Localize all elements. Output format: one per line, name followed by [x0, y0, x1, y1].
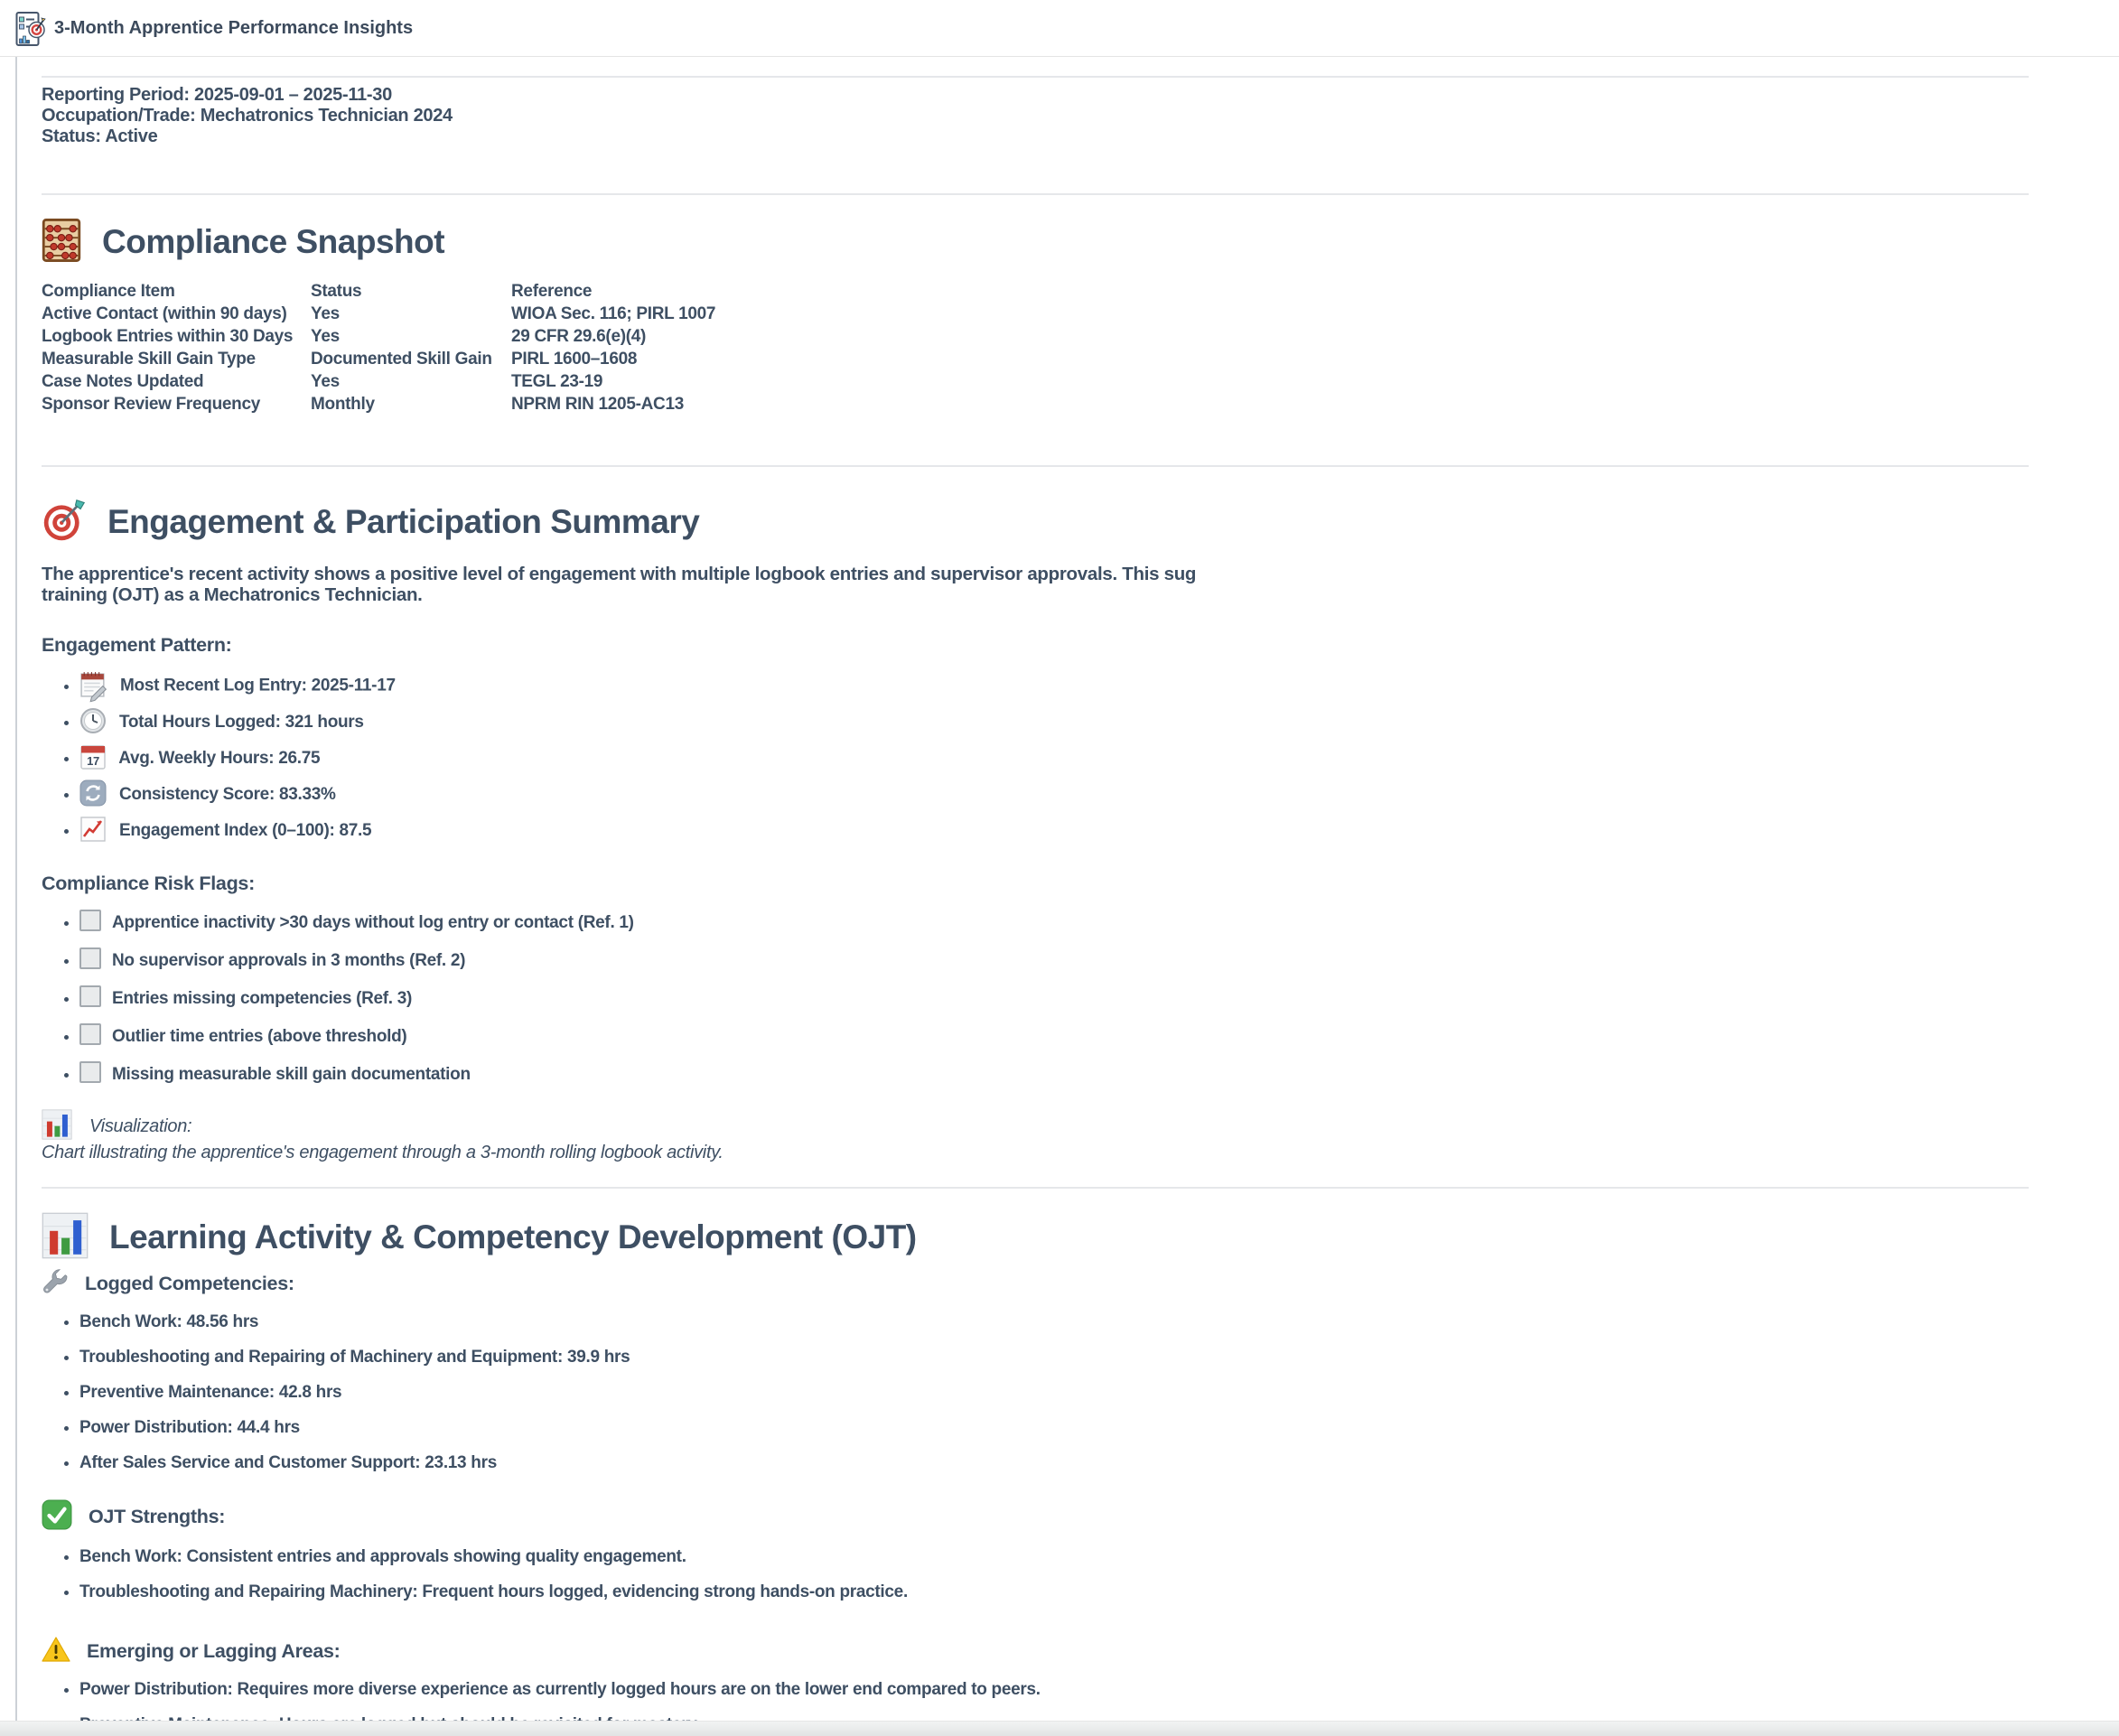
engagement-heading — [42, 499, 2119, 545]
risk-label: Outlier time entries (above threshold) — [112, 1027, 407, 1046]
list-item — [79, 1061, 2119, 1086]
competency-label: After Sales Service and Customer Support: 23.13 hrs — [79, 1453, 497, 1472]
list-item — [79, 1417, 2119, 1439]
table-row — [42, 325, 1144, 348]
list-item-label: Engagement Index (0–100): 87.5 — [118, 821, 372, 840]
engagement-heading-text: Engagement & Participation Summary — [107, 503, 700, 540]
list-item — [79, 1582, 2119, 1603]
list-item — [79, 1347, 2119, 1368]
summary-line-1: The apprentice's recent activity shows a positive level of engagement with multiple logbook entries and supervisor approvals. This sug — [42, 564, 1197, 584]
divider — [42, 465, 2029, 467]
list-item-label: Most Recent Log Entry: 2025-11-17 — [119, 676, 396, 695]
strength-label: Troubleshooting and Repairing Machinery: Frequent hours logged, evidencing strong hands-on practice. — [79, 1582, 908, 1601]
report-icon — [15, 10, 45, 50]
cell-item: Measurable Skill Gain Type — [42, 350, 256, 369]
list-item — [79, 708, 2119, 737]
learning-heading-text: Learning Activity & Competency Development (OJT) — [109, 1218, 917, 1255]
target-dart-icon — [42, 498, 87, 543]
clock-icon — [79, 707, 107, 734]
wrench-icon — [42, 1268, 69, 1295]
list-item-label: Total Hours Logged: 321 hours — [118, 713, 364, 732]
list-item-label: Consistency Score: 83.33% — [118, 785, 336, 804]
table-row — [42, 303, 1144, 325]
report-content — [17, 56, 2119, 1722]
occupation-trade: Occupation/Trade: Mechatronics Technician 2024 — [42, 106, 453, 126]
risk-flags-heading: Compliance Risk Flags: — [42, 873, 255, 894]
bar-chart-icon — [42, 1109, 72, 1140]
table-row — [42, 348, 1144, 370]
visualization-note — [42, 1111, 2119, 1163]
cell-status: Yes — [311, 304, 340, 323]
risk-flags-list — [42, 910, 2119, 1086]
competencies-heading — [42, 1270, 2119, 1297]
cell-status: Monthly — [311, 395, 375, 414]
risk-checkbox[interactable] — [79, 947, 101, 969]
competencies-heading-text: Logged Competencies: — [85, 1272, 294, 1294]
compliance-heading-text: Compliance Snapshot — [102, 223, 445, 260]
title-bar — [0, 0, 2119, 57]
competency-label: Bench Work: 48.56 hrs — [79, 1312, 259, 1331]
table-row — [42, 370, 1144, 393]
risk-label: Apprentice inactivity >30 days without log entry or contact (Ref. 1) — [112, 913, 634, 932]
check-icon — [42, 1499, 72, 1530]
cell-status: Yes — [311, 327, 340, 346]
lagging-heading — [42, 1638, 2119, 1665]
lagging-label: Power Distribution: Requires more diverse experience as currently logged hours are on the lower end compared to peers. — [79, 1680, 1041, 1699]
lagging-heading-text: Emerging or Lagging Areas: — [87, 1639, 341, 1662]
table-header-row — [42, 280, 1144, 303]
list-item — [79, 744, 2119, 773]
cell-status: Yes — [311, 372, 340, 391]
cell-reference: 29 CFR 29.6(e)(4) — [511, 327, 647, 346]
competency-label: Power Distribution: 44.4 hrs — [79, 1418, 300, 1437]
list-item — [79, 985, 2119, 1010]
cell-reference: NPRM RIN 1205-AC13 — [511, 395, 684, 414]
cell-item: Case Notes Updated — [42, 372, 204, 391]
cell-item: Active Contact (within 90 days) — [42, 304, 287, 323]
list-item — [79, 947, 2119, 972]
engagement-pattern-list — [42, 671, 2119, 845]
list-item-label: Avg. Weekly Hours: 26.75 — [118, 749, 321, 768]
chart-up-icon — [79, 816, 107, 843]
list-item — [79, 817, 2119, 845]
strengths-heading-text: OJT Strengths: — [89, 1505, 226, 1527]
risk-label: No supervisor approvals in 3 months (Ref. 2) — [112, 951, 466, 970]
list-item — [79, 1546, 2119, 1568]
horizontal-scrollbar[interactable] — [0, 1721, 2119, 1736]
divider — [42, 193, 2029, 195]
risk-checkbox[interactable] — [79, 985, 101, 1007]
competency-label: Troubleshooting and Repairing of Machinery and Equipment: 39.9 hrs — [79, 1348, 630, 1367]
list-item — [79, 671, 2119, 701]
abacus-icon — [42, 219, 81, 262]
summary-line-2: training (OJT) as a Mechatronics Technician. — [42, 583, 423, 605]
cell-reference: PIRL 1600–1608 — [511, 350, 638, 369]
report-meta — [42, 85, 2119, 147]
compliance-table — [42, 280, 1144, 415]
list-item — [79, 1452, 2119, 1474]
visualization-caption: Chart illustrating the apprentice's engagement through a 3-month rolling logbook activity. — [42, 1143, 723, 1162]
list-item — [79, 1382, 2119, 1404]
divider — [42, 1187, 2029, 1189]
window-title: 3-Month Apprentice Performance Insights — [54, 17, 414, 38]
cell-item: Logbook Entries within 30 Days — [42, 327, 294, 346]
divider — [42, 76, 2029, 78]
learning-heading — [42, 1214, 2119, 1261]
list-item — [79, 910, 2119, 934]
risk-checkbox[interactable] — [79, 910, 101, 931]
risk-checkbox[interactable] — [79, 1023, 101, 1045]
compliance-heading — [42, 220, 2119, 264]
cell-status: Documented Skill Gain — [311, 350, 492, 369]
competency-label: Preventive Maintenance: 42.8 hrs — [79, 1383, 342, 1402]
list-item — [79, 1311, 2119, 1333]
reporting-period: Reporting Period: 2025-09-01 – 2025-11-30 — [42, 85, 392, 105]
risk-label: Missing measurable skill gain documentation — [112, 1065, 471, 1084]
calendar-pen-icon — [79, 669, 107, 699]
cell-item: Sponsor Review Frequency — [42, 395, 260, 414]
table-row — [42, 393, 1144, 415]
col-status: Status — [311, 282, 362, 301]
strength-label: Bench Work: Consistent entries and approvals showing quality engagement. — [79, 1547, 686, 1566]
calendar-day-number: • 17 — [87, 753, 99, 768]
col-compliance-item: Compliance Item — [42, 282, 175, 301]
bar-chart-icon — [42, 1212, 89, 1259]
risk-checkbox[interactable] — [79, 1061, 101, 1083]
list-item — [79, 780, 2119, 809]
refresh-icon — [79, 779, 107, 807]
engagement-summary — [42, 565, 2119, 605]
pattern-heading: Engagement Pattern: — [42, 634, 232, 656]
strengths-heading — [42, 1501, 2119, 1532]
cell-reference: TEGL 23-19 — [511, 372, 603, 391]
col-reference: Reference — [511, 282, 593, 301]
competencies-list — [42, 1311, 2119, 1474]
calendar-icon — [79, 743, 107, 770]
list-item — [79, 1023, 2119, 1048]
risk-label: Entries missing competencies (Ref. 3) — [112, 989, 413, 1008]
list-item — [79, 1679, 2119, 1701]
visualization-label: Visualization: — [89, 1116, 192, 1136]
warning-icon — [42, 1636, 70, 1663]
cell-reference: WIOA Sec. 116; PIRL 1007 — [511, 304, 716, 323]
status-line: Status: Active — [42, 126, 158, 146]
strengths-list — [42, 1546, 2119, 1603]
